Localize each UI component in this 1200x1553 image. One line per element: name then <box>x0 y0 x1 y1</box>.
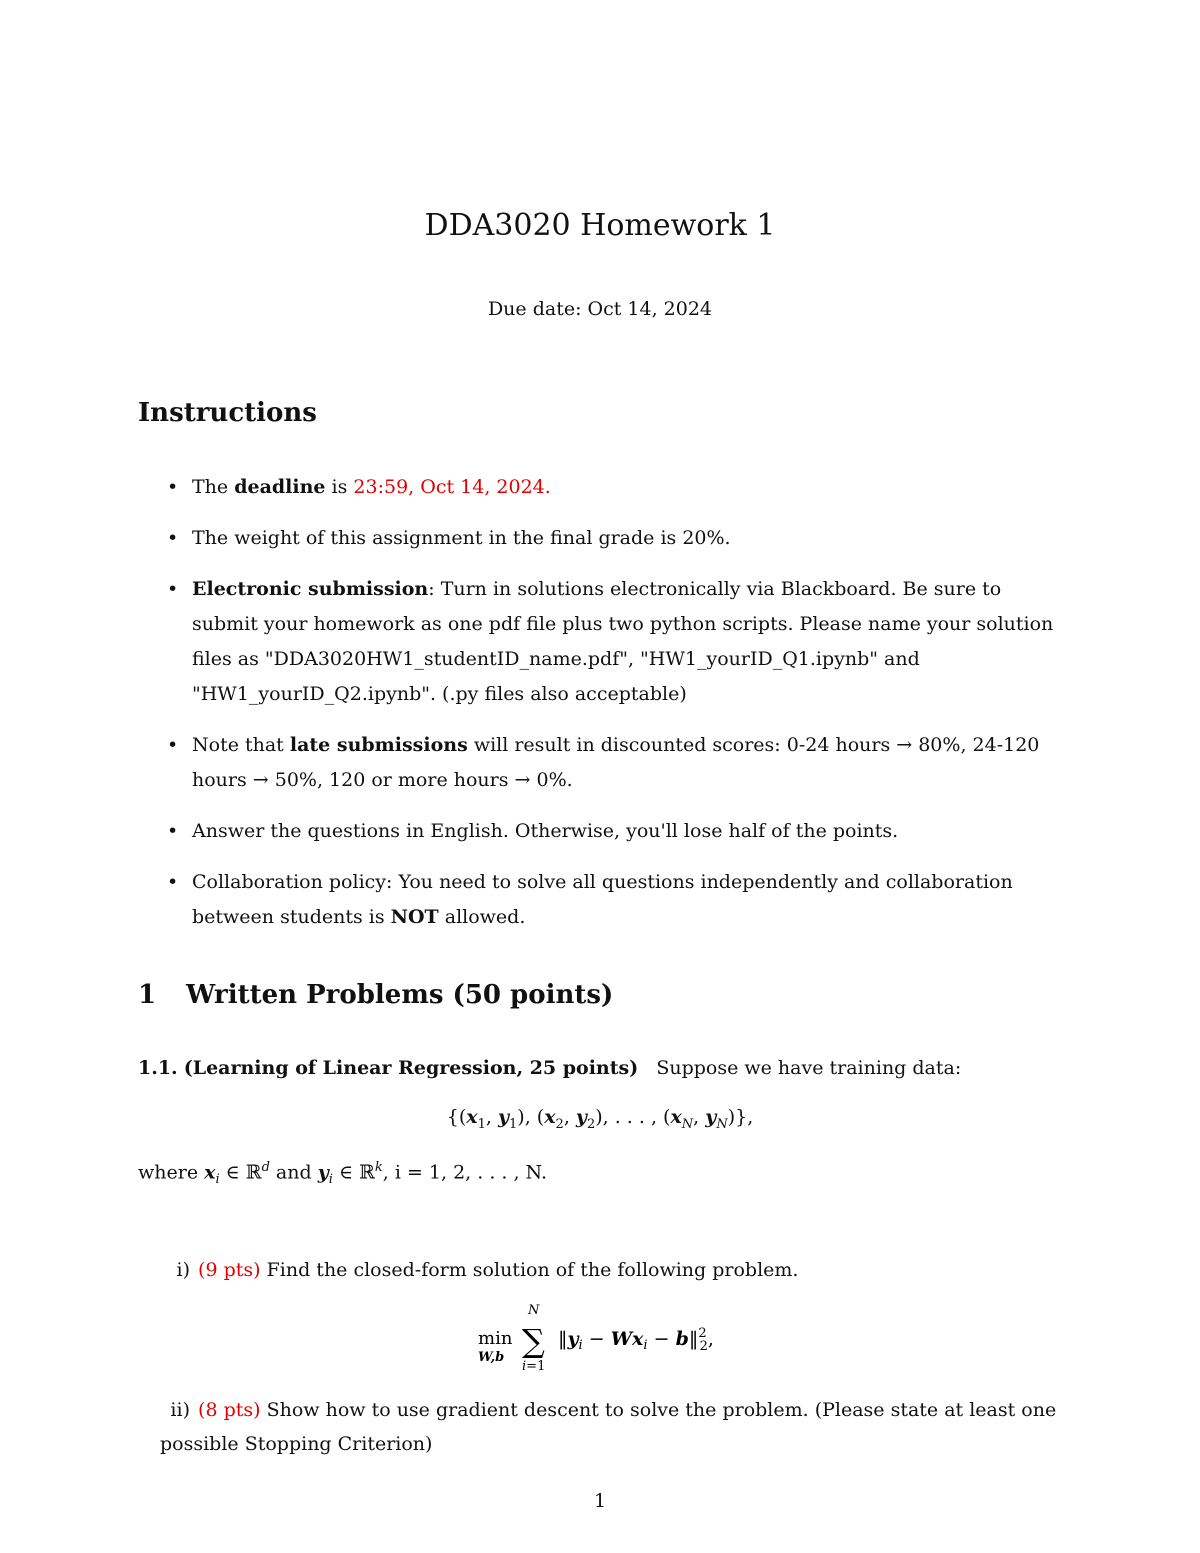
section-heading: 1 Written Problems (50 points) <box>138 980 614 1010</box>
page-number: 1 <box>593 1490 607 1512</box>
svg-text:‖yi − Wxi − b‖22,: $‖y_i - Wx_i$ − b‖$^2$ 2, <box>558 1326 714 1354</box>
document-title: DDA3020 Homework 1 <box>424 208 776 243</box>
objective-formula <box>470 1300 730 1380</box>
instructions-heading: Instructions <box>138 398 317 428</box>
question-1-1: 1.1. (Learning of Linear Regression, 25 points) Suppose we have training data: <box>138 1057 962 1079</box>
instruction-collaboration: • Collaboration policy: You need to solve all questions independently and collaboration between students is NOT allowed. <box>163 865 1073 935</box>
training-data-set: {($x_1$, $y_1$), ($x_2$, $y_2$), . . . , ($x_N$, $y_N$)}, <box>446 1106 754 1132</box>
svg-text:min: min <box>478 1328 513 1349</box>
due-date: Due date: Oct 14, 2024 <box>487 298 713 320</box>
where-clause: where $x_i$ ∈ ℝ$^d$ and $y_i$ ∈ ℝ$^k$, i = 1, 2, . . . , N. <box>138 1160 548 1188</box>
instruction-language: • Answer the questions in English. Otherwise, you'll lose half of the points. <box>163 814 1073 849</box>
svg-text:∑: ∑ <box>522 1322 545 1360</box>
svg-text:W,b: W,b <box>478 1350 505 1365</box>
instruction-submission: • Electronic submission: Turn in solutions electronically via Blackboard. Be sure to submit your homework as one pdf file plus two python scripts. Please name your solution files as "DDA3020HW1_studentID_name.pdf", "HW1_yourID_Q1.ipynb" and "HW1_yourID_Q2.ipynb". (.py files also acceptable) <box>163 572 1073 712</box>
objective-equation <box>0 1300 1200 1385</box>
subquestion-ii: ii) (8 pts) Show how to use gradient descent to solve the problem. (Please state at least one possible Stopping Criterion) <box>160 1399 1057 1455</box>
instruction-weight: • The weight of this assignment in the final grade is 20%. <box>163 521 1073 556</box>
deadline-datetime: 23:59, Oct 14, 2024 <box>353 476 545 498</box>
instruction-late-policy: • Note that late submissions will result in discounted scores: 0-24 hours → 80%, 24-120 hours → 50%, 120 or more hours → 0%. <box>163 728 1073 798</box>
instruction-deadline: • The deadline is 23:59, Oct 14, 2024. <box>163 470 1073 505</box>
subquestion-i: i) (9 pts) Find the closed-form solution of the following problem. <box>176 1259 799 1281</box>
svg-text:i=1: i=1 <box>522 1359 546 1374</box>
svg-text:N: N <box>528 1303 540 1318</box>
points-badge: (8 pts) <box>198 1399 261 1421</box>
points-badge: (9 pts) <box>198 1259 261 1281</box>
instructions-list <box>163 470 1073 951</box>
